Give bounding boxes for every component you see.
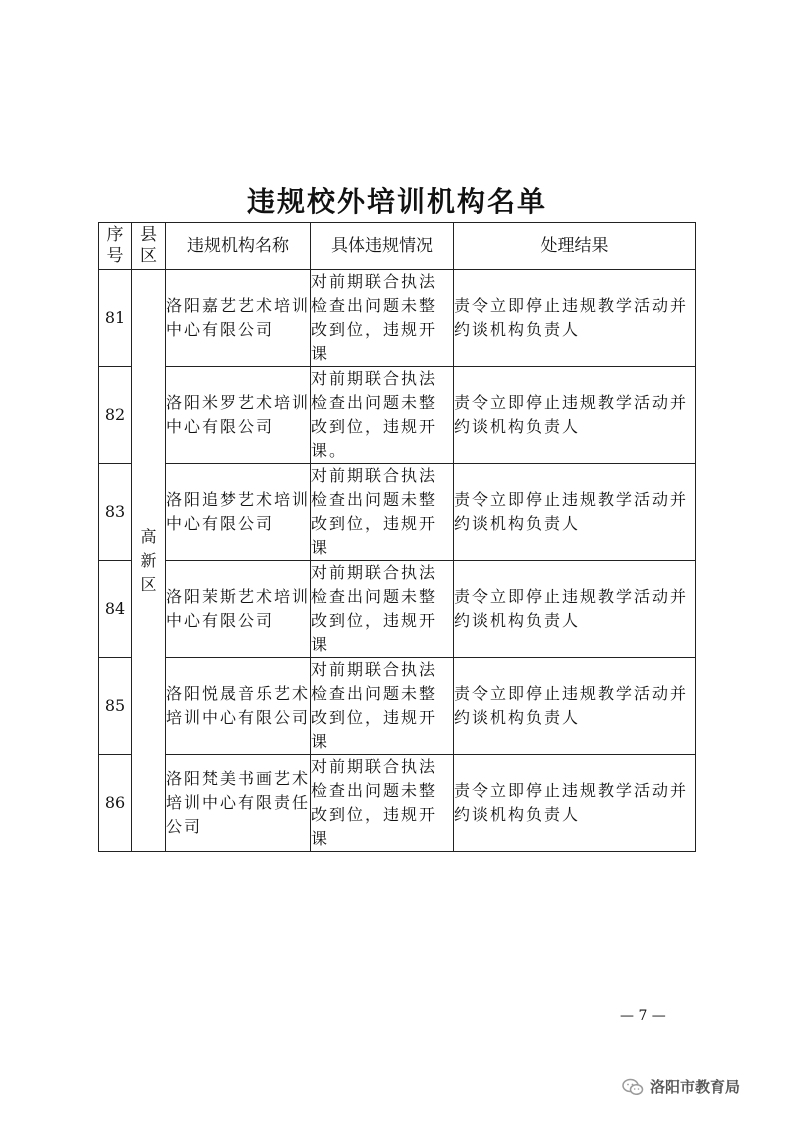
county-cell: 高新区 [132, 270, 166, 852]
institution-name: 洛阳追梦艺术培训中心有限公司 [166, 464, 311, 561]
header-county: 县区 [132, 223, 166, 270]
table-row [99, 561, 696, 658]
table-row [99, 270, 696, 367]
page-number: — 7 — [620, 1008, 666, 1024]
row-number: 82 [99, 367, 132, 464]
page-title: 违规校外培训机构名单 [246, 185, 547, 218]
violation-situation: 对前期联合执法检查出问题未整改到位，违规开课 [311, 464, 454, 561]
violation-situation: 对前期联合执法检查出问题未整改到位，违规开课 [311, 270, 454, 367]
table-row [99, 367, 696, 464]
institution-name: 洛阳嘉艺艺术培训中心有限公司 [166, 270, 311, 367]
handling-result: 责令立即停止违规教学活动并约谈机构负责人 [454, 755, 696, 852]
violation-table [98, 222, 696, 852]
handling-result: 责令立即停止违规教学活动并约谈机构负责人 [454, 561, 696, 658]
violation-situation: 对前期联合执法检查出问题未整改到位，违规开课 [311, 755, 454, 852]
row-number: 86 [99, 755, 132, 852]
violation-situation: 对前期联合执法检查出问题未整改到位，违规开课 [311, 561, 454, 658]
handling-result: 责令立即停止违规教学活动并约谈机构负责人 [454, 464, 696, 561]
violation-situation: 对前期联合执法检查出问题未整改到位，违规开课。 [311, 367, 454, 464]
table-row [99, 464, 696, 561]
row-number: 81 [99, 270, 132, 367]
institution-name: 洛阳米罗艺术培训中心有限公司 [166, 367, 311, 464]
handling-result: 责令立即停止违规教学活动并约谈机构负责人 [454, 270, 696, 367]
watermark [622, 1076, 740, 1097]
table-header-row [99, 223, 696, 270]
handling-result: 责令立即停止违规教学活动并约谈机构负责人 [454, 658, 696, 755]
row-number: 83 [99, 464, 132, 561]
header-seq: 序号 [99, 223, 132, 270]
wechat-icon [622, 1078, 644, 1096]
header-result: 处理结果 [454, 223, 696, 270]
institution-name: 洛阳茉斯艺术培训中心有限公司 [166, 561, 311, 658]
table-row [99, 658, 696, 755]
row-number: 84 [99, 561, 132, 658]
violation-situation: 对前期联合执法检查出问题未整改到位，违规开课 [311, 658, 454, 755]
header-situation: 具体违规情况 [311, 223, 454, 270]
institution-name: 洛阳梵美书画艺术培训中心有限责任公司 [166, 755, 311, 852]
header-name: 违规机构名称 [166, 223, 311, 270]
watermark-text: 洛阳市教育局 [650, 1078, 741, 1096]
row-number: 85 [99, 658, 132, 755]
institution-name: 洛阳悦晟音乐艺术培训中心有限公司 [166, 658, 311, 755]
table-row [99, 755, 696, 852]
handling-result: 责令立即停止违规教学活动并约谈机构负责人 [454, 367, 696, 464]
